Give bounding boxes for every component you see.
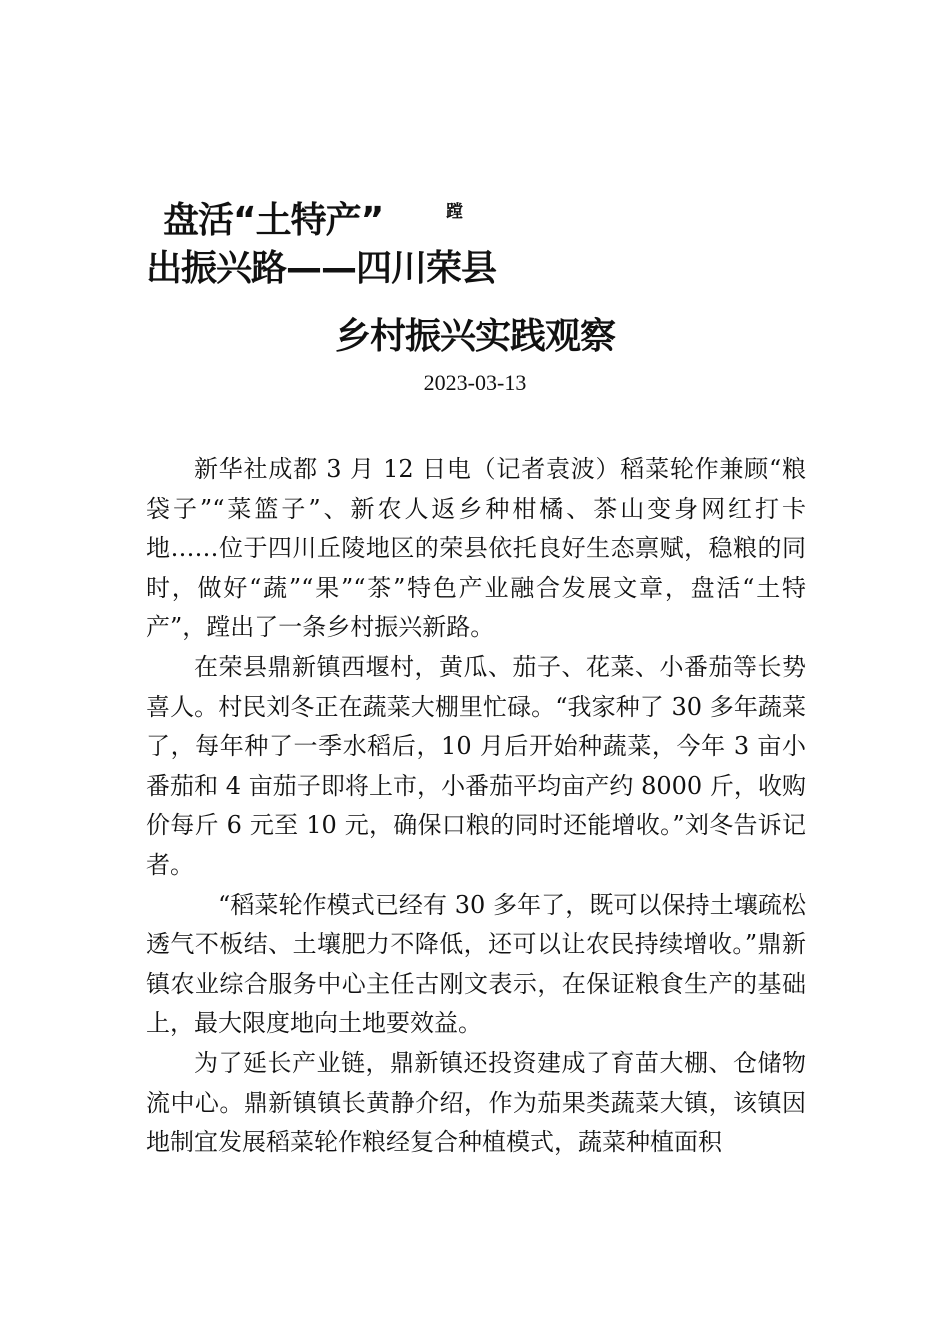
article-paragraph: 为了延长产业链，鼎新镇还投资建成了育苗大棚、仓储物流中心。鼎新镇镇长黄静介绍，作为茄果类蔬菜大镇，该镇因地制宜发展稻菜轮作粮经复合种植模式，蔬菜种植面积 xyxy=(146,1048,806,1157)
article-title-line-1: 盘活“土特产” xyxy=(163,200,384,241)
article-title-small-char: 蹚 xyxy=(446,202,463,222)
article-paragraph: 新华社成都 3 月 12 日电（记者袁波）稻菜轮作兼顾“粮袋子”“菜篮子”、新农人返乡种柑橘、茶山变身网红打卡地……位于四川丘陵地区的荣县依托良好生态禀赋，稳粮的同时，做好“蔬”“果”“茶”特色产业融合发展文章，盘活“土特产”，蹚出了一条乡村振兴新路。 xyxy=(146,455,806,642)
article-paragraph: “稻菜轮作模式已经有 30 多年了，既可以保持土壤疏松透气不板结、土壤肥力不降低，还可以让农民持续增收。”鼎新镇农业综合服务中心主任古刚文表示，在保证粮食生产的基础上，最大限度地向土地要效益。 xyxy=(146,890,806,1038)
article-body xyxy=(146,450,806,1163)
article-title-line-2: 出振兴路——四川荣县 xyxy=(146,248,497,289)
article-paragraph: 在荣县鼎新镇西堰村，黄瓜、茄子、花菜、小番茄等长势喜人。村民刘冬正在蔬菜大棚里忙碌。“我家种了 30 多年蔬菜了，每年种了一季水稻后，10 月后开始种蔬菜，今年 3 亩小番茄和 4 亩茄子即将上市，小番茄平均亩产约 8000 斤，收购价每斤 6 元至 10 元，确保口粮的同时还能增收。”刘冬告诉记者。 xyxy=(146,652,806,879)
article-date: 2023-03-13 xyxy=(423,370,527,395)
article-subtitle: 乡村振兴实践观察 xyxy=(334,316,615,357)
